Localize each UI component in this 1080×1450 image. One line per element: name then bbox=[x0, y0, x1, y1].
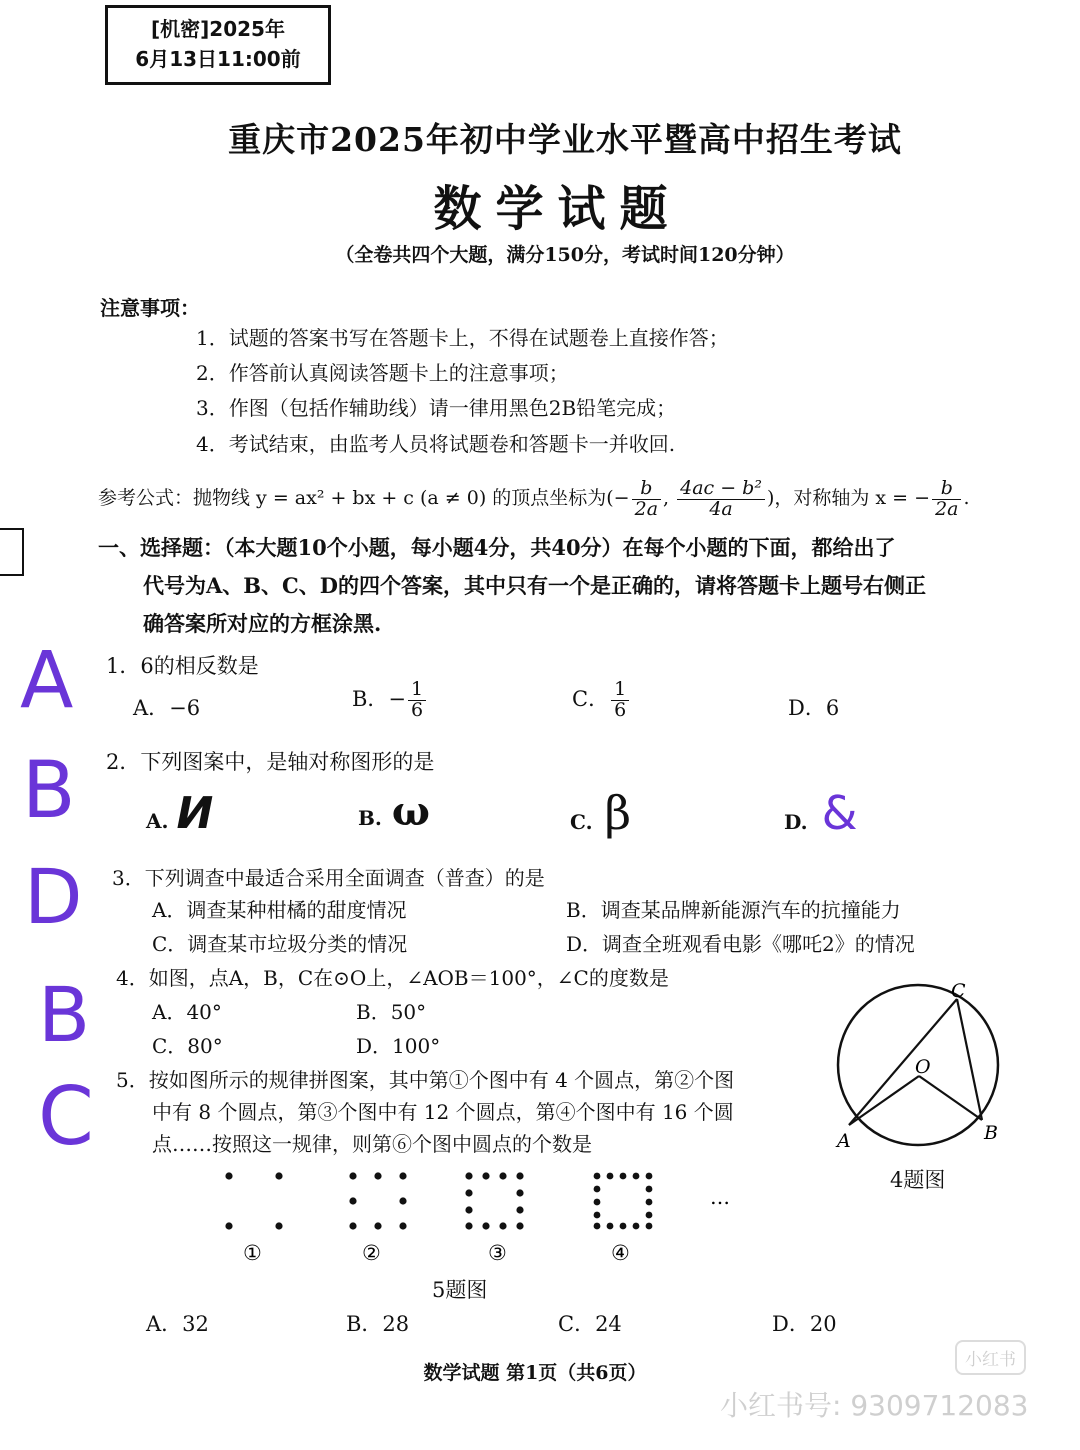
q2-option-c: C. β bbox=[570, 786, 632, 840]
formula-mid: )，对称轴为 x = − bbox=[766, 487, 931, 509]
pattern-ellipsis: … bbox=[710, 1185, 730, 1209]
handwritten-answer: B bbox=[38, 970, 91, 1059]
exam-title: 重庆市2025年初中学业水平暨高中招生考试 bbox=[228, 120, 902, 159]
formula-comma: , bbox=[663, 487, 670, 509]
reference-formula bbox=[98, 470, 970, 526]
q4-stem: 4．如图，点A，B，C在⊙O上，∠AOB＝100°，∠C的度数是 bbox=[116, 966, 669, 990]
q5-option-d: D．20 bbox=[772, 1312, 837, 1336]
confidential-line2: 6月13日11:00前 bbox=[135, 47, 301, 71]
pattern-number-2: ② bbox=[362, 1241, 381, 1265]
q3-option-a: A．调查某种柑橘的甜度情况 bbox=[152, 898, 407, 922]
formula-end: . bbox=[963, 487, 970, 509]
subject-title: 数学试题 bbox=[433, 181, 682, 237]
section1-line1: 一、选择题：（本大题10个小题，每小题4分，共40分）在每个小题的下面，都给出了 bbox=[98, 535, 896, 560]
section1-line2: 代号为A、B、C、D的四个答案，其中只有一个是正确的，请将答题卡上题号右侧正 bbox=[143, 573, 926, 598]
label-a: A bbox=[837, 1130, 851, 1152]
fraction-b-2a: $\frac{b}{2a}$ bbox=[632, 479, 661, 520]
chord-ac bbox=[849, 999, 957, 1125]
dot-pattern-3 bbox=[465, 1172, 523, 1229]
page-footer: 数学试题 第1页（共6页） bbox=[423, 1362, 647, 1384]
symbol-i-reversed-icon: И bbox=[176, 788, 214, 839]
q1-stem: 1．6的相反数是 bbox=[106, 654, 259, 678]
label-o: O bbox=[915, 1056, 931, 1078]
q2-option-b: B. ω bbox=[358, 788, 430, 835]
q4-figure-caption: 4题图 bbox=[890, 1168, 946, 1192]
q1-option-a: A．−6 bbox=[133, 696, 201, 720]
fraction-axis: $\frac{b}{2a}$ bbox=[932, 479, 961, 520]
symbol-ampersand-icon: & bbox=[821, 786, 858, 840]
q4-option-b: B．50° bbox=[356, 1000, 427, 1024]
q5-option-a: A．32 bbox=[146, 1312, 209, 1336]
pattern-number-1: ① bbox=[243, 1241, 262, 1265]
dot-pattern-1 bbox=[225, 1172, 282, 1229]
q1-option-c: C． $\frac{1}{6}$ bbox=[572, 680, 631, 721]
section1-line3: 确答案所对应的方框涂黑. bbox=[143, 611, 382, 636]
dot-pattern-4 bbox=[594, 1173, 653, 1230]
symbol-omega-icon: ω bbox=[391, 788, 430, 835]
q5-line2: 中有 8 个圆点，第③个图中有 12 个圆点，第④个图中有 16 个圆 bbox=[152, 1100, 734, 1124]
pattern-number-3: ③ bbox=[488, 1241, 507, 1265]
chord-cb bbox=[957, 999, 982, 1120]
q1-option-b: B．− $\frac{1}{6}$ bbox=[352, 680, 428, 721]
q4-option-d: D．100° bbox=[356, 1034, 441, 1058]
note-item: 3．作图（包括作辅助线）请一律用黑色2B铅笔完成； bbox=[196, 396, 677, 420]
q5-option-c: C．24 bbox=[558, 1312, 622, 1336]
q2-option-d: D. & bbox=[784, 786, 858, 840]
note-item: 2．作答前认真阅读答题卡上的注意事项； bbox=[196, 361, 569, 385]
watermark-badge: 小红书 bbox=[955, 1340, 1026, 1375]
pattern-number-4: ④ bbox=[611, 1241, 630, 1265]
binding-mark bbox=[0, 528, 24, 576]
radius-ob bbox=[919, 1076, 982, 1120]
label-c: C bbox=[951, 980, 966, 1002]
formula-lead: 参考公式：抛物线 y = ax² + bx + c (a ≠ 0) 的顶点坐标为(− bbox=[98, 487, 630, 509]
handwritten-answer: B bbox=[22, 746, 76, 836]
dot-pattern-2 bbox=[349, 1172, 406, 1229]
notes-heading: 注意事项： bbox=[100, 296, 200, 320]
note-item: 1．试题的答案书写在答题卡上，不得在试题卷上直接作答； bbox=[196, 326, 729, 350]
confidential-line1: [机密]2025年 bbox=[151, 17, 285, 41]
q4-option-c: C．80° bbox=[152, 1034, 223, 1058]
q3-option-c: C．调查某市垃圾分类的情况 bbox=[152, 932, 408, 956]
handwritten-answer: A bbox=[20, 636, 74, 726]
q1-option-d: D．6 bbox=[788, 696, 840, 720]
handwritten-answer: D bbox=[24, 852, 83, 941]
q5-option-b: B．28 bbox=[346, 1312, 410, 1336]
symbol-beta-icon: β bbox=[604, 786, 632, 840]
q2-stem: 2．下列图案中，是轴对称图形的是 bbox=[106, 750, 435, 774]
q5-line1: 5．按如图所示的规律拼图案，其中第①个图中有 4 个圆点，第②个图 bbox=[116, 1068, 735, 1092]
q4-circle-figure bbox=[825, 975, 1015, 1165]
q3-stem: 3．下列调查中最适合采用全面调查（普查）的是 bbox=[112, 866, 545, 890]
q5-figure-caption: 5题图 bbox=[432, 1278, 488, 1302]
q5-line3: 点……按照这一规律，则第⑥个图中圆点的个数是 bbox=[152, 1132, 592, 1156]
watermark-id: 小红书号: 9309712083 bbox=[720, 1389, 1029, 1422]
fraction-4ac-b2-4a: $\frac{\text{4ac − b²}}{4a}$ bbox=[677, 479, 765, 520]
exam-subtitle: （全卷共四个大题，满分150分，考试时间120分钟） bbox=[335, 244, 795, 266]
q5-dot-patterns bbox=[200, 1160, 760, 1280]
confidential-box bbox=[105, 5, 331, 85]
q3-option-d: D．调查全班观看电影《哪吒2》的情况 bbox=[566, 932, 915, 956]
q3-option-b: B．调查某品牌新能源汽车的抗撞能力 bbox=[566, 898, 901, 922]
q4-option-a: A．40° bbox=[152, 1000, 222, 1024]
handwritten-answer: C bbox=[38, 1070, 94, 1163]
label-b: B bbox=[984, 1122, 998, 1144]
note-item: 4．考试结束，由监考人员将试题卷和答题卡一并收回. bbox=[196, 432, 676, 456]
q2-option-a: A. И bbox=[146, 788, 214, 839]
